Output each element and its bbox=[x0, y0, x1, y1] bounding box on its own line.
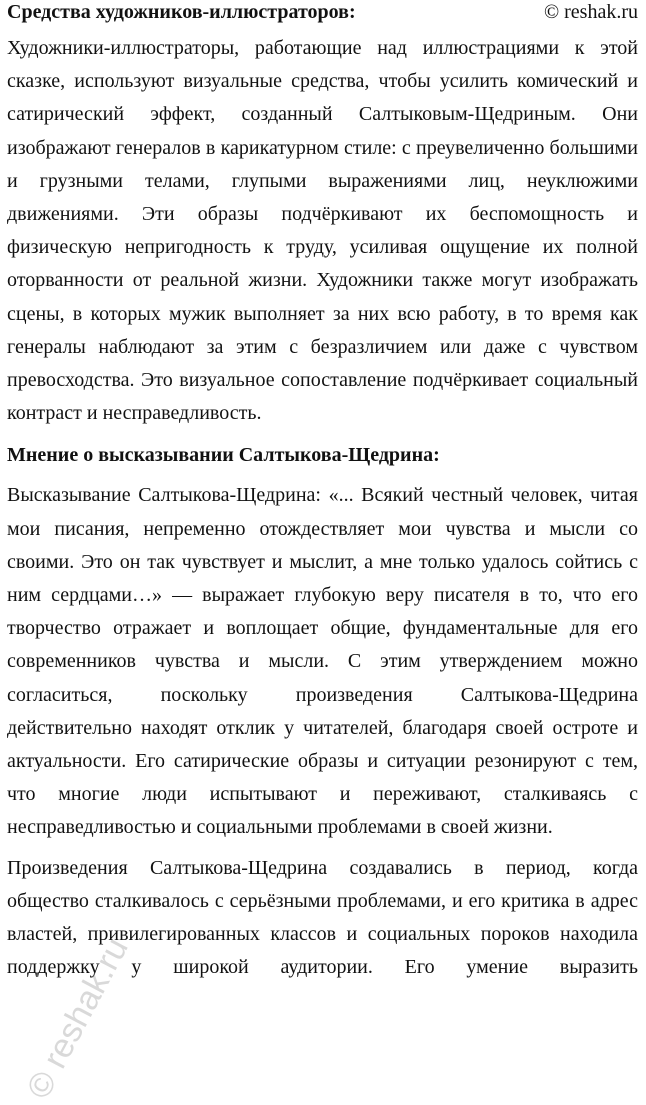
copyright-label: © reshak.ru bbox=[543, 1, 638, 23]
document-header bbox=[7, 0, 638, 25]
section-heading-opinion: Мнение о высказывании Салтыкова-Щедрина: bbox=[7, 444, 440, 467]
paragraph-illustrators: Художники-иллюстраторы, работающие над иллюстрациями к этой сказке, используют визуальные средства, чтобы усилить комический и сатирический эффект, созданный Салтыковым-Щедриным. Они изображают генералов в карикатурном стиле: с преувеличенно большими и грузными телами, глупыми выражениями лиц, неуклюжими движениями. Эти образы подчёркивают их беспомощность и физическую непригодность к труду, усиливая ощущение их полной оторванности от реальной жизни. Художники также могут изображать сцены, в которых мужик выполняет за них всю работу, в то время как генералы наблюдают за этим с безразличием или даже с чувством превосходства. Это визуальное сопоставление подчёркивает социальный контраст и несправедливость. bbox=[7, 37, 638, 425]
section-heading-illustrators: Средства художников-иллюстраторов: bbox=[7, 1, 356, 23]
watermark: © reshak.ru bbox=[19, 931, 136, 1105]
paragraph-opinion-1: Высказывание Салтыкова-Щедрина: «... Всякий честный человек, читая мои писания, непременно отождествляет мои чувства и мысли со своими. Это он так чувствует и мыслит, а мне только удалось сойтись с ним сердцами…» — выражает глубокую веру писателя в то, что его творчество отражает и воплощает общие, фундаментальные для его современников чувства и мысли. С этим утверждением можно согласиться, поскольку произведения Салтыкова-Щедрина действительно находят отклик у читателей, благодаря своей остроте и актуальности. Его сатирические образы и ситуации резонируют с тем, что многие люди испытывают и переживают, сталкиваясь с несправедливостью и социальными проблемами в своей жизни. bbox=[7, 484, 638, 839]
paragraph-opinion-2: Произведения Салтыкова-Щедрина создавались в период, когда общество сталкивалось с серьёзными проблемами, и его критика в адрес властей, привилегированных классов и социальных пороков находила поддержку у широкой аудитории. Его умение выразить bbox=[7, 856, 638, 979]
